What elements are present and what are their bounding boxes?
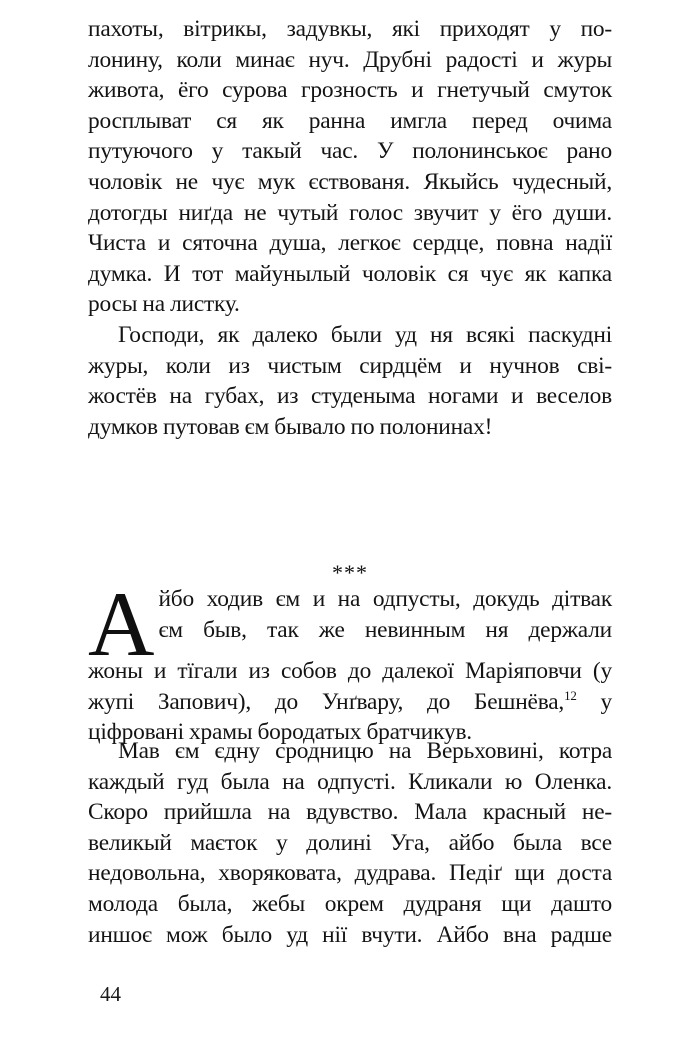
- paragraph-4: [88, 736, 612, 950]
- text-line: каждый гуд была на одпусті. Кликали ю Оленка.: [88, 768, 612, 795]
- text-line: Скоро прийшла на вдувство. Мала красный не-: [88, 799, 612, 826]
- text-line: пахоты, вітрикы, задувкы, які приходят у по-: [88, 16, 612, 42]
- text-line: жупі Запович), до Унґвару, до Бешнёва,$^{12}$ у: [88, 687, 612, 715]
- text-line: жостёв на губах, из студеныма ногами и веселов: [88, 383, 612, 410]
- text-line: журы, коли из чистым сирдцём и нучнов сві-: [88, 352, 612, 379]
- text-line: єм быв, так же невинным ня держали: [158, 616, 612, 643]
- paragraph-3: [88, 573, 612, 748]
- paragraph-1: [88, 14, 612, 320]
- text-line: ціфровані храмы бородатых братчикув.: [88, 719, 472, 746]
- text-line: недовольна, хворяковата, дудрава. Педіґ щи доста: [88, 860, 612, 887]
- paragraph-2: [88, 320, 612, 442]
- text-line: росы на листку.: [88, 291, 240, 318]
- text-line: молода была, жебы окрем дудраня щи дашто: [88, 890, 612, 917]
- text-line: путуючого у такый час. У полонинськоє рано: [88, 138, 612, 165]
- text-line: великый маєток у долині Уга, айбо была все: [88, 829, 612, 856]
- text-line: чоловік не чує мук єствованя. Якыйсь чудесный,: [88, 168, 612, 195]
- text-line: Господи, як далеко были уд ня всякі паскудні: [118, 322, 612, 348]
- text-line: дотогды ниґда не чутый голос звучит у ёго души.: [88, 199, 612, 226]
- footnote-marker: 12: [564, 687, 577, 703]
- text-line: росплыват ся як ранна имгла перед очима: [88, 107, 612, 134]
- text-line: живота, ёго сурова грозность и гнетучый смуток: [88, 77, 612, 104]
- page-number: 44: [100, 982, 121, 1006]
- text-line: думков путовав єм бывало по полонинах!: [88, 413, 493, 440]
- text-line: жоны и тїгали из собов до далекої Маріяповчи (у: [88, 658, 612, 684]
- drop-cap: А: [88, 573, 155, 675]
- text-line: Мав єм єдну сродницю на Верьховині, котра: [118, 738, 612, 764]
- text-line: иншоє мож было уд нії вчути. Айбо вна радше: [88, 921, 612, 948]
- text-line: йбо ходив єм и на одпусты, докудь дітвак: [158, 586, 612, 612]
- text-line: думка. И тот майунылый чоловік ся чує як капка: [88, 260, 612, 287]
- section-separator: ***: [332, 560, 368, 585]
- text-line: Чиста и сяточна душа, легкоє сердце, повна надії: [88, 230, 612, 257]
- text-line: лонину, коли минає нуч. Друбні радості и журы: [88, 46, 612, 73]
